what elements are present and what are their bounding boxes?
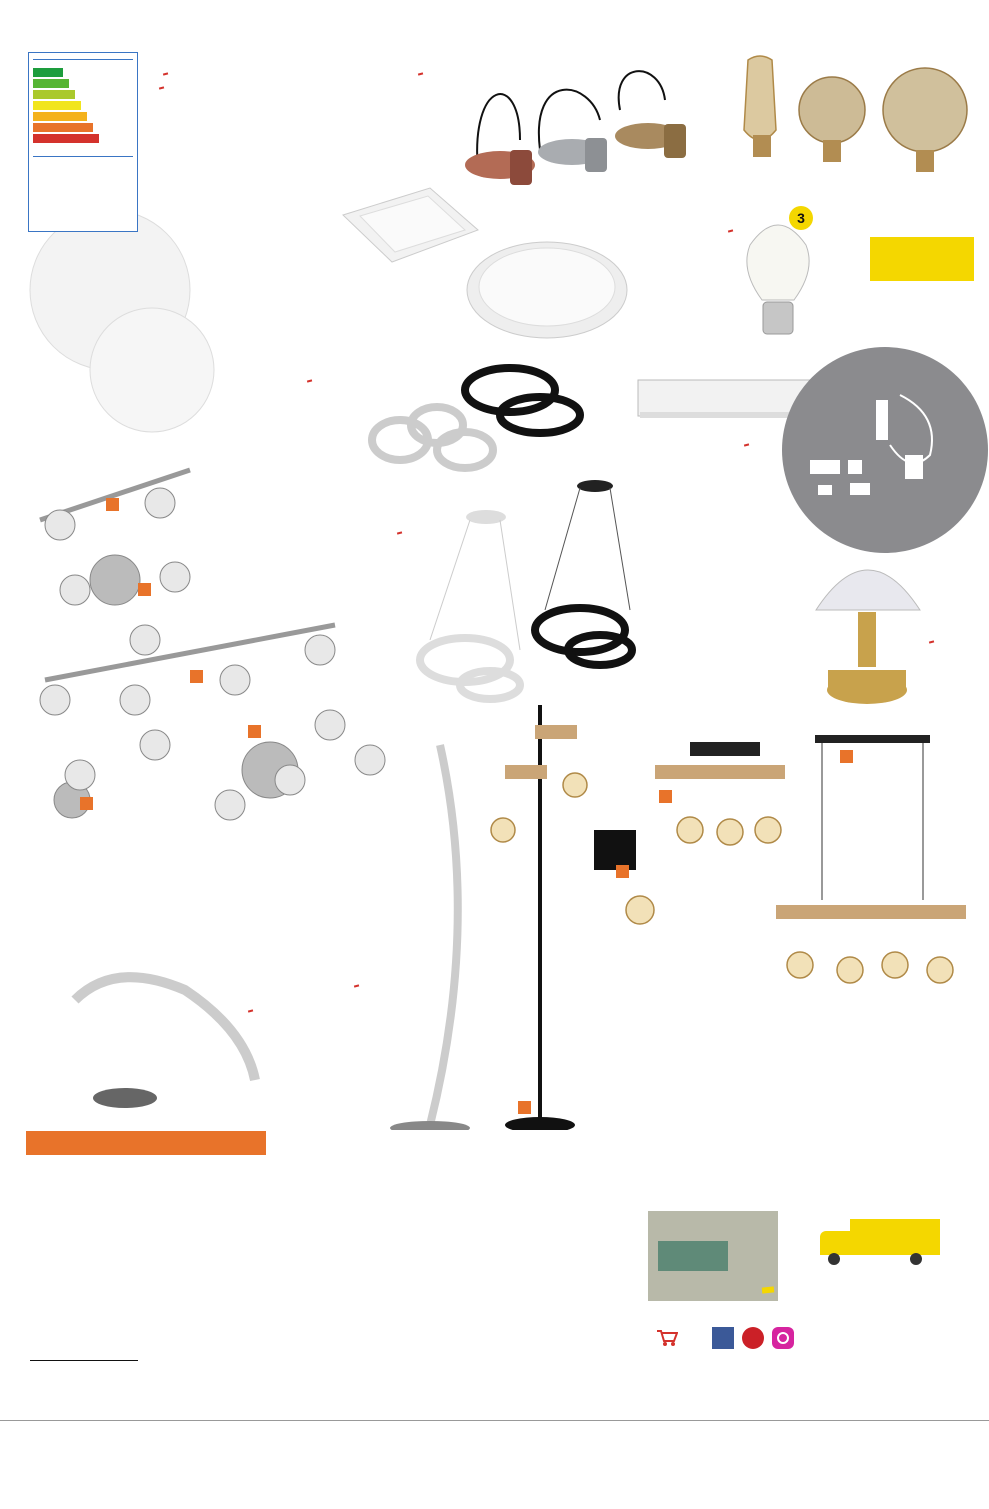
energy-label-footer (33, 156, 133, 159)
price-box-intage (870, 237, 974, 281)
product-led-stojaci-lampa (306, 962, 466, 990)
sconto-financial-logo (30, 1360, 138, 1363)
image-badge-1 (80, 797, 93, 810)
energy-label (28, 52, 138, 232)
image-badge-3 (138, 583, 151, 596)
footer-divider (0, 1420, 989, 1421)
info-section (26, 1131, 964, 1361)
series-badge-3 (518, 1101, 531, 1114)
energy-scale (33, 68, 133, 148)
product-led-stropni-svetlo (245, 513, 455, 537)
delivery-block (790, 1213, 970, 1271)
pinterest-icon[interactable] (742, 1327, 764, 1349)
facebook-icon[interactable] (712, 1327, 734, 1349)
product-led-stropnice (151, 62, 351, 90)
series-badge-1 (659, 790, 672, 803)
product-led-stropnice-francis (241, 361, 421, 385)
led-ceiling-light-small (90, 308, 214, 432)
instagram-icon[interactable] (772, 1327, 794, 1349)
gift-card-logo (762, 1286, 775, 1293)
series-badge-4 (840, 750, 853, 763)
led-floor-lamp (390, 745, 470, 1130)
product-led-filament (620, 209, 736, 235)
ceiling-lamp-round (467, 242, 627, 338)
image-badge-5 (248, 725, 261, 738)
product-led-stolni-lampa (110, 989, 258, 1015)
cart-icon (656, 1329, 678, 1347)
eshop-row (648, 1327, 794, 1349)
wood-lamp-series (491, 705, 966, 1130)
product-led-podlinkova-svetla (605, 427, 770, 449)
vintage-bulbs (744, 56, 967, 172)
gift-card-image (648, 1211, 778, 1301)
price-stolni-lampicka (893, 628, 983, 646)
gift-card-block (648, 1209, 778, 1301)
svg-text:3: 3 (797, 210, 805, 226)
series-badge-2 (616, 865, 629, 878)
accessories-circle (782, 347, 988, 553)
logo-subtitle (30, 1360, 138, 1363)
ceiling-lamp-square (343, 188, 478, 262)
image-badge-2 (106, 498, 119, 511)
pendant-holders (465, 71, 686, 185)
filament-bulb (747, 206, 813, 334)
product-zavesna-objimka (384, 50, 524, 78)
image-badge-4 (190, 670, 203, 683)
delivery-truck-icon (820, 1217, 950, 1267)
info-header (26, 1131, 266, 1155)
